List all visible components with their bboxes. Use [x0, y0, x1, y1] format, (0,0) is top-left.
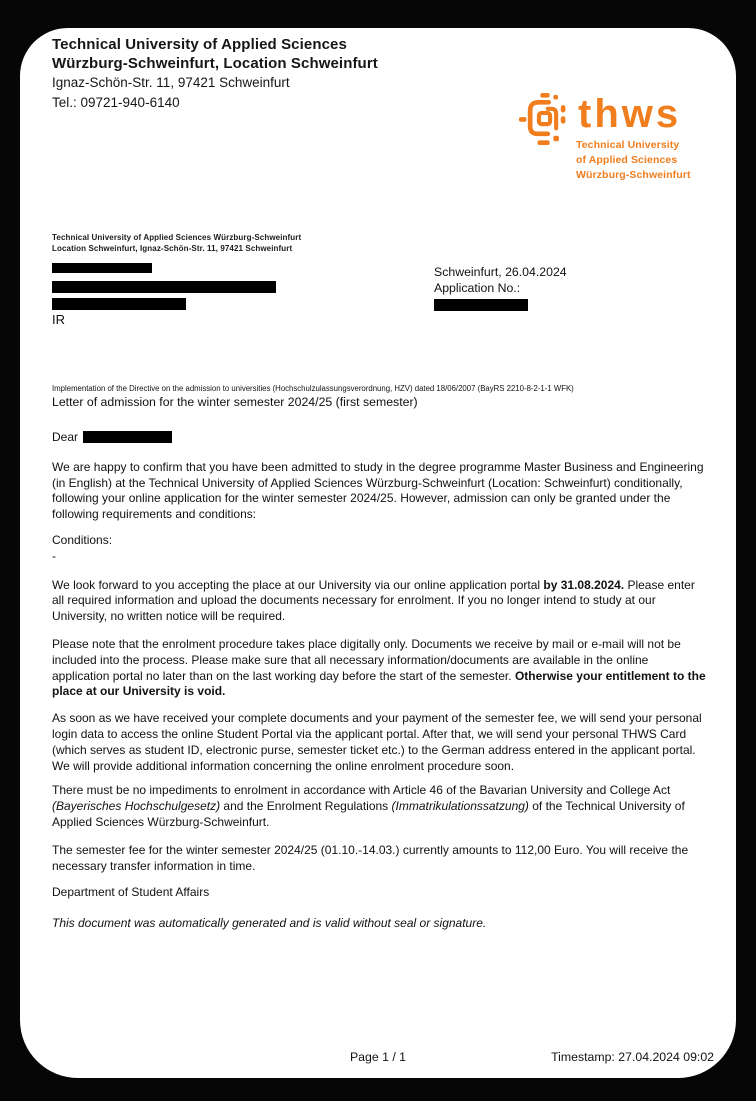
paragraph-digital-text: Please note that the enrolment procedure takes place digitally only. Documents we receive by mail or e-mail will not be included into the process. Please make sure that all necessary information/documents are available in the online application portal no later than on the last working day before the start of the semester.	[52, 636, 681, 683]
letterhead	[52, 35, 378, 113]
paragraph-semester-fee: The semester fee for the winter semester 2024/25 (01.10.-14.03.) currently amounts to 112,00 Euro. You will receive the necessary transfer information in time.	[52, 842, 689, 873]
signoff-department: Department of Student Affairs	[52, 885, 210, 900]
letterhead-street: Ignaz-Schön-Str. 11, 97421 Schweinfurt	[52, 75, 290, 90]
redacted-recipient-name	[52, 263, 152, 273]
thws-tagline-line-2: of Applied Sciences	[576, 154, 678, 166]
paragraph-impediments	[52, 783, 708, 830]
sender-line-1: Technical University of Applied Sciences Würzburg-Schweinfurt	[52, 233, 302, 242]
paragraph-deadline-rest: Please enter all required information and upload the documents necessary for enrolment. If you no longer intend to study at our University, no written notice will be required.	[52, 577, 695, 624]
date-application-block	[434, 264, 567, 311]
redacted-recipient-city	[52, 298, 186, 310]
thws-logo	[517, 90, 732, 210]
page-number: Page 1 / 1	[349, 1050, 407, 1064]
sender-return-address	[52, 233, 301, 254]
paragraph-admission: We are happy to confirm that you have been admitted to study in the degree programme Master Business and Engineering (in English) at the Technical University of Applied Sciences Würzburg-Schweinfurt (Location: Schweinfurt) conditionally, following your online application for the winter semester 2024/25. However, admission can only be granted under the following requirements and conditions:	[52, 459, 704, 522]
thws-tagline	[576, 138, 691, 183]
paragraph-thws-card: As soon as we have received your complete documents and your payment of the semester fee, we will send your personal login data to access the online Student Portal via the applicant portal. After that, we will send your personal THWS Card (which serves as student ID, electronic purse, semester ticket etc.) to the German address entered in the applicant portal. We will provide additional information concerning the online enrolment procedure soon.	[52, 711, 702, 773]
void-warning-bold: Otherwise your entitlement to the place at our University is void.	[52, 668, 706, 699]
application-no-label: Application No.:	[434, 281, 521, 295]
thws-logo-icon	[518, 93, 572, 145]
auto-generated-note: This document was automatically generated and is valid without seal or signature.	[52, 916, 487, 931]
german-law-italic: (Bayerisches Hochschulgesetz)	[52, 799, 221, 814]
conditions-label: Conditions:	[52, 532, 113, 547]
redacted-recipient-street	[52, 281, 276, 293]
german-regulation-italic: (Immatrikulationssatzung)	[391, 799, 529, 814]
place-date: Schweinfurt, 26.04.2024	[434, 265, 567, 279]
thws-tagline-line-1: Technical University	[576, 139, 680, 151]
recipient-country-code: IR	[52, 312, 65, 327]
deadline-date-bold: by 31.08.2024.	[543, 577, 625, 592]
salutation-line	[52, 430, 708, 446]
conditions-block	[52, 533, 708, 565]
conditions-item: -	[52, 548, 56, 563]
paragraph-impediments-mid: and the Enrolment Regulations	[220, 799, 392, 814]
letterhead-line-1: Technical University of Applied Sciences	[52, 36, 347, 53]
redacted-application-no	[434, 299, 528, 311]
letterhead-line-2: Würzburg-Schweinfurt, Location Schweinfurt	[52, 55, 378, 72]
redacted-salutation-name	[83, 431, 172, 443]
salutation-text: Dear	[52, 430, 79, 444]
thws-tagline-line-3: Würzburg-Schweinfurt	[576, 169, 691, 181]
regulation-reference-line: Implementation of the Directive on the admission to universities (Hochschulzulassungsverordnung, HZV) dated 18/06/2007 (BayRS 2210-8-2-1-1 WFK)	[52, 384, 574, 393]
letterhead-phone: Tel.: 09721-940-6140	[52, 95, 180, 110]
paragraph-impediments-text: There must be no impediments to enrolment in accordance with Article 46 of the Bavarian University and College Act	[52, 783, 671, 798]
letter-body	[52, 430, 708, 932]
paragraph-digital-enrolment	[52, 637, 708, 700]
letter-page	[20, 28, 736, 1078]
paragraph-impediments-end: of the Technical University of Applied Sciences Würzburg-Schweinfurt.	[52, 799, 685, 829]
sender-line-2: Location Schweinfurt, Ignaz-Schön-Str. 11, 97421 Schweinfurt	[52, 243, 293, 253]
thws-wordmark: thws	[578, 92, 682, 136]
paragraph-deadline	[52, 578, 708, 625]
timestamp: Timestamp: 27.04.2024 09:02	[551, 1050, 714, 1064]
recipient-address-block	[52, 263, 276, 327]
subject-line: Letter of admission for the winter semester 2024/25 (first semester)	[52, 395, 418, 409]
paragraph-deadline-text: We look forward to you accepting the place at our University via our online application portal	[52, 577, 544, 592]
